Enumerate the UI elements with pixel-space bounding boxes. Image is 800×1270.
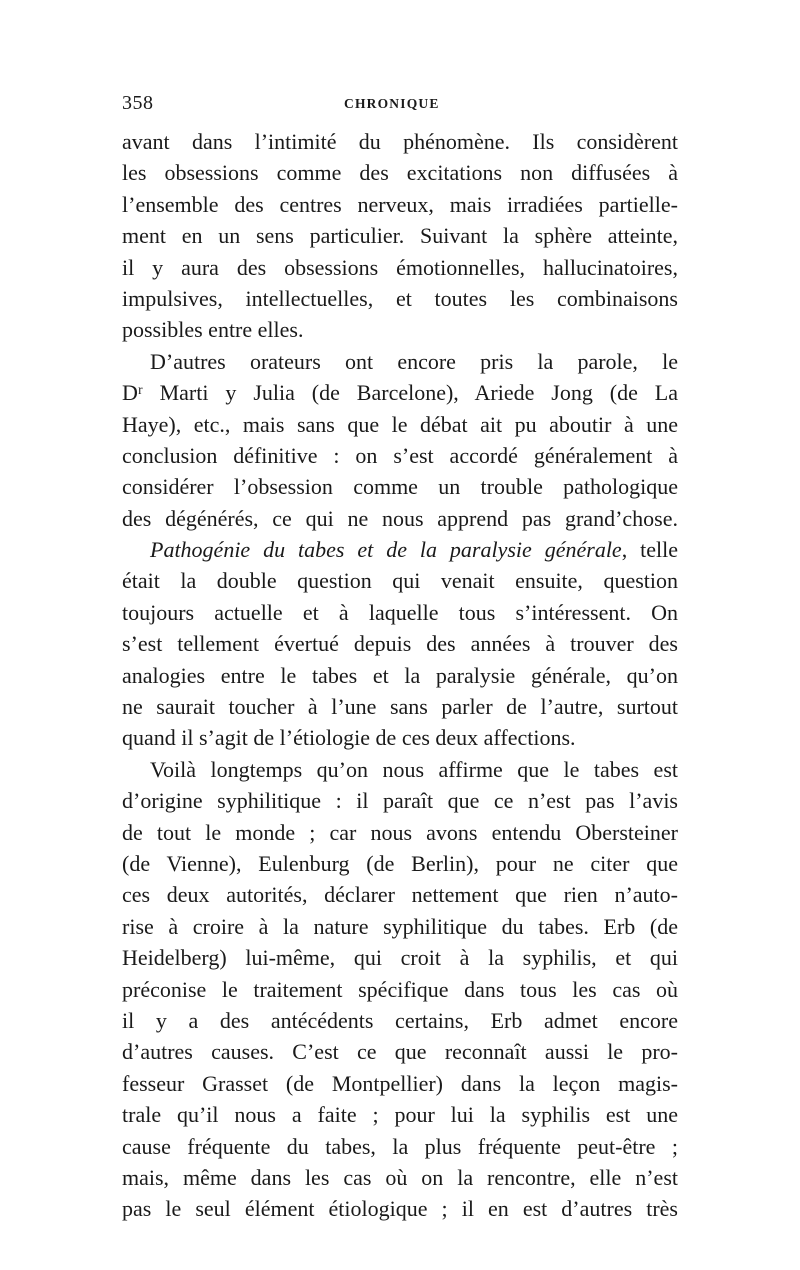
text-line: D’autres orateurs ont encore pris la parole, le	[150, 348, 678, 374]
text-line: ces deux autorités, déclarer nettement que rien n’auto-	[122, 882, 678, 908]
text-line: s’est tellement évertué depuis des années à trouver des	[122, 631, 678, 657]
text-segment: , telle	[621, 537, 678, 563]
running-title: CHRONIQUE	[344, 96, 440, 111]
text-line: cause fréquente du tabes, la plus fréquente peut-être ;	[122, 1133, 678, 1159]
text-line: possibles entre elles.	[122, 317, 304, 343]
text-line: préconise le traitement spécifique dans tous les cas où	[122, 976, 678, 1002]
text-line: (de Vienne), Eulenburg (de Berlin), pour ne citer que	[122, 850, 678, 876]
text-line: analogies entre le tabes et la paralysie générale, qu’on	[122, 662, 678, 688]
text-line: il y a des antécédents certains, Erb admet encore	[122, 1007, 678, 1033]
text-line: rise à croire à la nature syphilitique du tabes. Erb (de	[122, 913, 678, 939]
text-line: de tout le monde ; car nous avons entendu Obersteiner	[122, 819, 678, 845]
text-line: mais, même dans les cas où on la rencontre, elle n’est	[122, 1164, 678, 1190]
text-line: pas le seul élément étiologique ; il en est d’autres très	[122, 1196, 678, 1222]
text-line: toujours actuelle et à laquelle tous s’intéressent. On	[122, 599, 678, 625]
paragraph	[122, 126, 678, 346]
running-head	[122, 92, 678, 116]
text-line: quand il s’agit de l’étiologie de ces deux affections.	[122, 725, 576, 751]
text-line	[122, 534, 678, 565]
text-line: il y aura des obsessions émotionnelles, hallucinatoires,	[122, 254, 678, 280]
text-line: avant dans l’intimité du phénomène. Ils considèrent	[122, 129, 678, 154]
text-line: ne saurait toucher à l’une sans parler de l’autre, surtout	[122, 694, 678, 720]
text-line: Haye), etc., mais sans que le débat ait pu aboutir à une	[122, 411, 678, 437]
text-line: les obsessions comme des excitations non diffusées à	[122, 160, 678, 186]
text-line: considérer l’obsession comme un trouble pathologique	[122, 474, 678, 500]
text-line: Dʳ Marti y Julia (de Barcelone), Ariede Jong (de La	[122, 380, 678, 406]
text-line: était la double question qui venait ensuite, question	[122, 568, 678, 594]
paragraph	[122, 534, 678, 754]
page-number: 358	[122, 92, 154, 114]
text-line: d’origine syphilitique : il paraît que ce n’est pas l’avis	[122, 788, 678, 814]
text-line: d’autres causes. C’est ce que reconnaît aussi le pro-	[122, 1039, 678, 1065]
text-line: ment en un sens particulier. Suivant la sphère atteinte,	[122, 223, 678, 249]
text-line: des dégénérés, ce qui ne nous apprend pas grand’chose.	[122, 505, 678, 531]
text-line: conclusion définitive : on s’est accordé généralement à	[122, 442, 678, 468]
paragraph	[122, 346, 678, 534]
text-line: Voilà longtemps qu’on nous affirme que le tabes est	[150, 756, 678, 782]
text-line: trale qu’il nous a faite ; pour lui la syphilis est une	[122, 1102, 678, 1128]
text-line: fesseur Grasset (de Montpellier) dans la leçon magis-	[122, 1070, 678, 1096]
paragraph	[122, 754, 678, 1225]
text-line: l’ensemble des centres nerveux, mais irradiées partielle-	[122, 191, 678, 217]
text-line: Heidelberg) lui-même, qui croit à la syphilis, et qui	[122, 945, 678, 971]
text-line: impulsives, intellectuelles, et toutes les combinaisons	[122, 285, 678, 311]
body-text	[122, 126, 678, 1225]
italic-heading: Pathogénie du tabes et de la paralysie générale	[150, 537, 622, 563]
